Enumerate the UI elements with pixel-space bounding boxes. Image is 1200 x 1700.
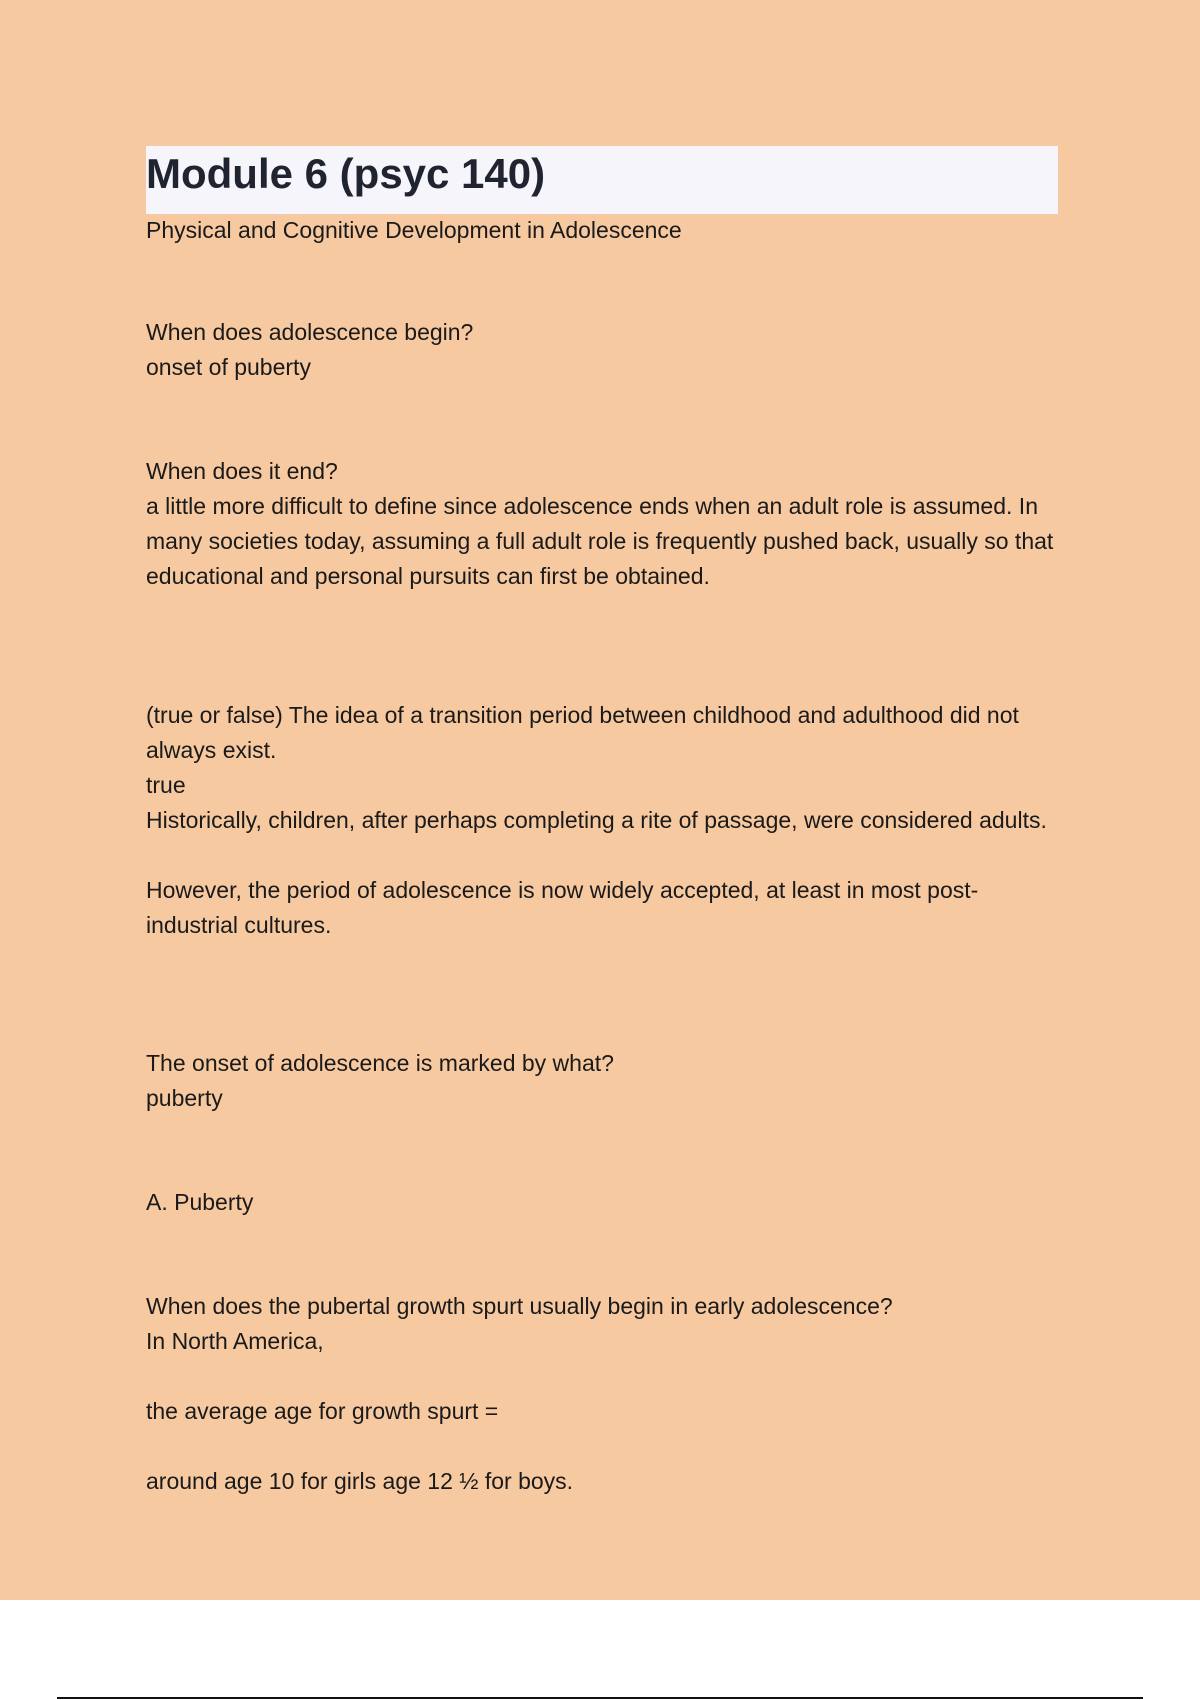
qa-card-4 <box>146 1046 1066 1116</box>
section-heading: A. Puberty <box>146 1189 254 1215</box>
answer-text: puberty <box>146 1085 223 1111</box>
page-title: Module 6 (psyc 140) <box>146 150 546 197</box>
page-subtitle: Physical and Cognitive Development in Adolescence <box>146 217 682 243</box>
qa-card-5 <box>146 1185 1066 1220</box>
answer-text: around age 10 for girls age 12 ½ for boys. <box>146 1468 574 1494</box>
qa-card-3 <box>146 698 1066 943</box>
question-text: When does adolescence begin? <box>146 319 474 345</box>
answer-text: However, the period of adolescence is now widely accepted, at least in most post-industrial cultures. <box>146 877 979 938</box>
question-text: When does the pubertal growth spurt usually begin in early adolescence? <box>146 1293 893 1319</box>
question-text: The onset of adolescence is marked by what? <box>146 1050 614 1076</box>
qa-card-1 <box>146 315 1066 385</box>
footer-divider <box>57 1697 1143 1699</box>
question-text: (true or false) The idea of a transition period between childhood and adulthood did not always exist. <box>146 702 1019 763</box>
answer-text: In North America, <box>146 1328 324 1354</box>
answer-text: onset of puberty <box>146 354 311 380</box>
answer-text: Historically, children, after perhaps completing a rite of passage, were considered adults. <box>146 807 1047 833</box>
qa-card-2 <box>146 454 1066 594</box>
qa-card-6 <box>146 1289 1066 1499</box>
answer-text: the average age for growth spurt = <box>146 1398 499 1424</box>
answer-text: true <box>146 772 186 798</box>
answer-text: a little more difficult to define since adolescence ends when an adult role is assumed. In many societies today, assuming a full adult role is frequently pushed back, usually so that educational and personal pursuits can first be obtained. <box>146 493 1054 589</box>
question-text: When does it end? <box>146 458 338 484</box>
